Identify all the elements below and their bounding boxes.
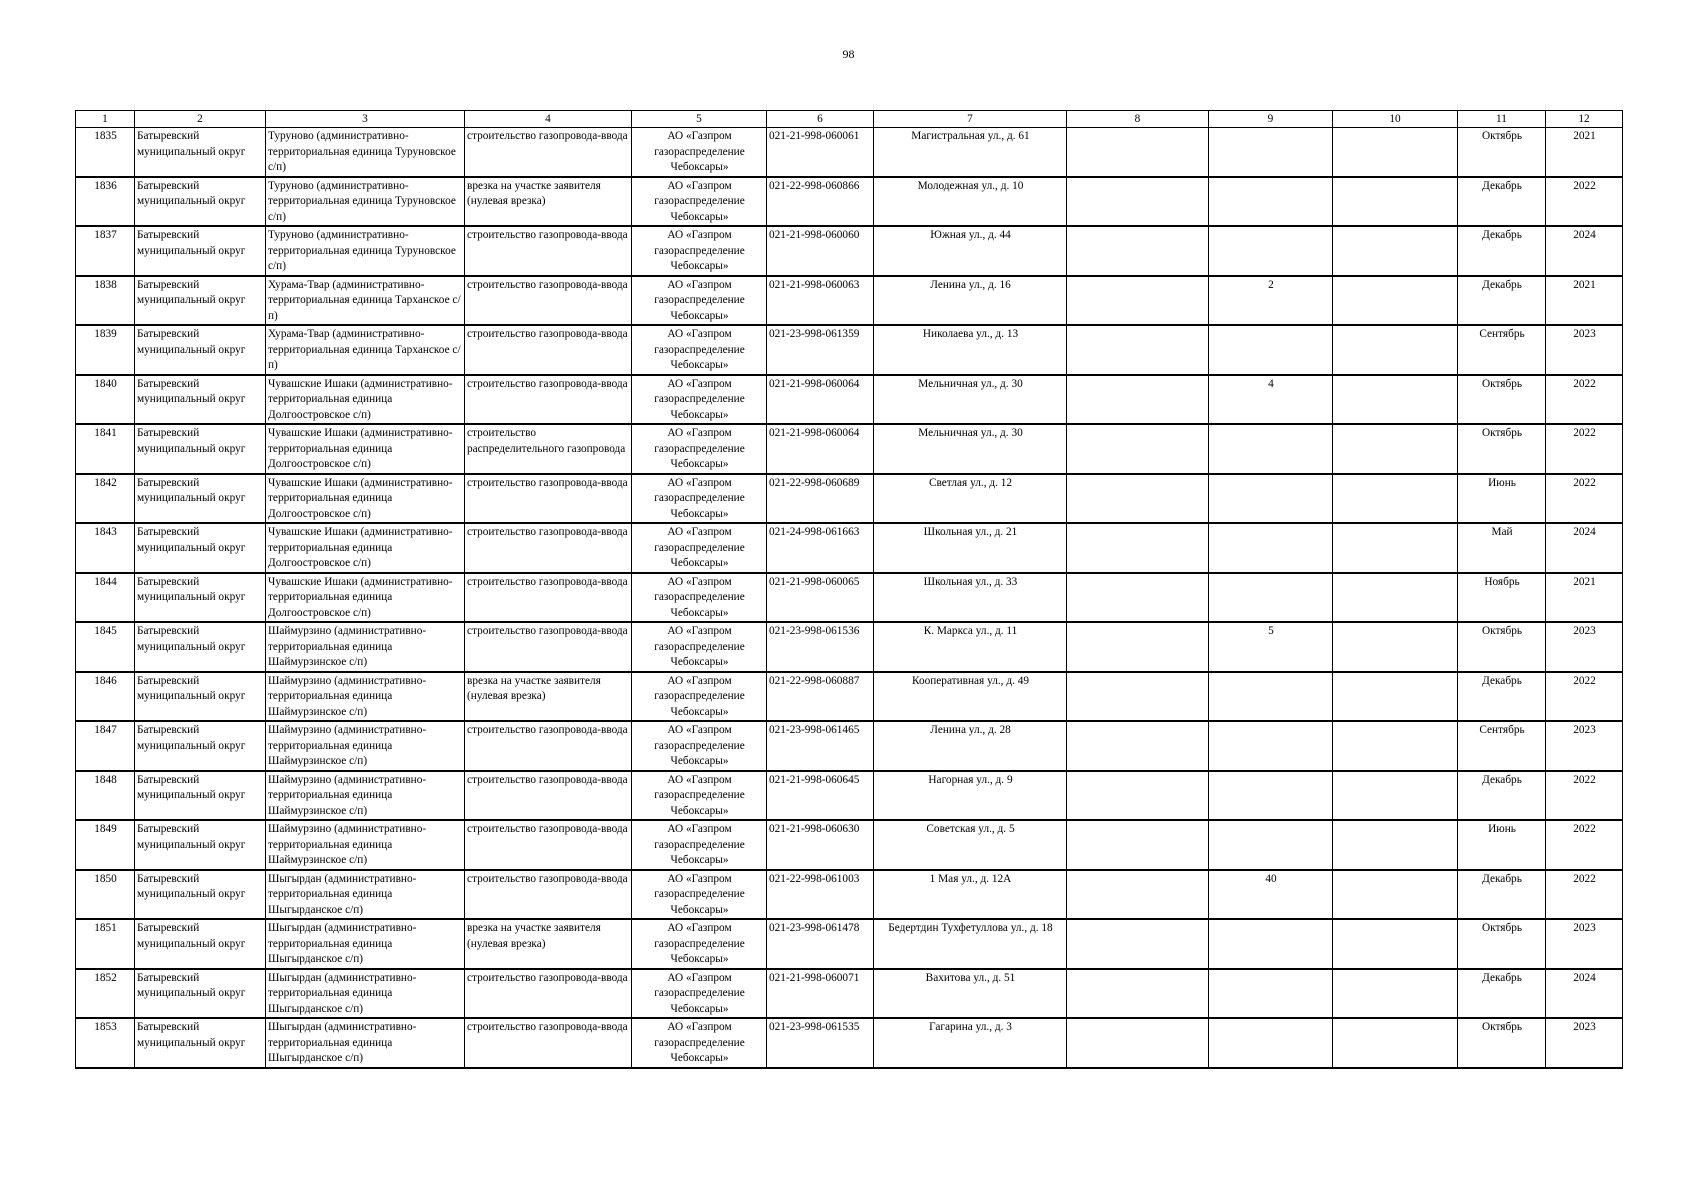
cell-request-number: 021-21-998-060645 [767, 771, 874, 821]
cell-col-10 [1333, 870, 1458, 920]
cell-col-9 [1209, 424, 1333, 474]
cell-row-number: 1847 [76, 721, 135, 771]
cell-organization: АО «Газпром газораспределение Чебоксары» [632, 969, 767, 1019]
cell-address: Молодежная ул., д. 10 [874, 177, 1067, 227]
cell-request-number: 021-21-998-060064 [767, 375, 874, 425]
cell-month: Декабрь [1458, 276, 1546, 326]
cell-row-number: 1835 [76, 128, 135, 177]
cell-settlement: Шаймурзино (административно-территориальная единица Шаймурзинское с/п) [266, 820, 465, 870]
cell-work-type: строительство газопровода-ввода [465, 226, 632, 276]
cell-row-number: 1848 [76, 771, 135, 821]
cell-settlement: Чувашские Ишаки (административно-территориальная единица Долгоостровское с/п) [266, 375, 465, 425]
cell-organization: АО «Газпром газораспределение Чебоксары» [632, 375, 767, 425]
cell-organization: АО «Газпром газораспределение Чебоксары» [632, 1018, 767, 1068]
cell-col-10 [1333, 622, 1458, 672]
cell-col-8 [1067, 820, 1209, 870]
cell-request-number: 021-23-998-061359 [767, 325, 874, 375]
cell-address: Южная ул., д. 44 [874, 226, 1067, 276]
cell-settlement: Чувашские Ишаки (административно-территориальная единица Долгоостровское с/п) [266, 424, 465, 474]
column-header-8: 8 [1067, 111, 1209, 128]
cell-col-10 [1333, 276, 1458, 326]
cell-district: Батыревский муниципальный округ [135, 573, 266, 623]
cell-organization: АО «Газпром газораспределение Чебоксары» [632, 523, 767, 573]
cell-col-10 [1333, 424, 1458, 474]
cell-col-9: 2 [1209, 276, 1333, 326]
table-header [76, 111, 1623, 128]
table-row [76, 226, 1623, 276]
cell-organization: АО «Газпром газораспределение Чебоксары» [632, 870, 767, 920]
cell-month: Декабрь [1458, 969, 1546, 1019]
header-row [76, 111, 1623, 128]
cell-col-10 [1333, 820, 1458, 870]
cell-district: Батыревский муниципальный округ [135, 128, 266, 177]
cell-district: Батыревский муниципальный округ [135, 721, 266, 771]
cell-col-9 [1209, 969, 1333, 1019]
table-body [76, 128, 1623, 1068]
cell-month: Октябрь [1458, 622, 1546, 672]
cell-month: Декабрь [1458, 870, 1546, 920]
cell-col-8 [1067, 375, 1209, 425]
cell-month: Сентябрь [1458, 721, 1546, 771]
cell-col-10 [1333, 672, 1458, 722]
cell-work-type: строительство газопровода-ввода [465, 721, 632, 771]
page-number: 98 [842, 47, 855, 61]
cell-col-9 [1209, 721, 1333, 771]
cell-year: 2024 [1546, 226, 1623, 276]
cell-row-number: 1836 [76, 177, 135, 227]
cell-col-9: 40 [1209, 870, 1333, 920]
column-header-1: 1 [76, 111, 135, 128]
cell-col-10 [1333, 474, 1458, 524]
cell-col-10 [1333, 375, 1458, 425]
cell-col-9 [1209, 771, 1333, 821]
table-row [76, 1018, 1623, 1068]
cell-organization: АО «Газпром газораспределение Чебоксары» [632, 424, 767, 474]
cell-col-9 [1209, 177, 1333, 227]
cell-organization: АО «Газпром газораспределение Чебоксары» [632, 820, 767, 870]
cell-district: Батыревский муниципальный округ [135, 1018, 266, 1068]
table-row [76, 375, 1623, 425]
cell-organization: АО «Газпром газораспределение Чебоксары» [632, 622, 767, 672]
cell-organization: АО «Газпром газораспределение Чебоксары» [632, 573, 767, 623]
cell-address: Школьная ул., д. 21 [874, 523, 1067, 573]
table-row [76, 771, 1623, 821]
cell-month: Октябрь [1458, 128, 1546, 177]
cell-year: 2022 [1546, 375, 1623, 425]
cell-col-8 [1067, 969, 1209, 1019]
cell-col-9 [1209, 226, 1333, 276]
cell-col-8 [1067, 672, 1209, 722]
cell-work-type: строительство газопровода-ввода [465, 1018, 632, 1068]
cell-month: Сентябрь [1458, 325, 1546, 375]
table-row [76, 474, 1623, 524]
table-row [76, 523, 1623, 573]
cell-district: Батыревский муниципальный округ [135, 177, 266, 227]
cell-request-number: 021-21-998-060065 [767, 573, 874, 623]
table-row [76, 721, 1623, 771]
cell-district: Батыревский муниципальный округ [135, 622, 266, 672]
cell-request-number: 021-23-998-061465 [767, 721, 874, 771]
cell-address: Кооперативная ул., д. 49 [874, 672, 1067, 722]
cell-work-type: строительство газопровода-ввода [465, 622, 632, 672]
cell-col-10 [1333, 226, 1458, 276]
cell-settlement: Хурама-Твар (административно-территориальная единица Тарханское с/п) [266, 276, 465, 326]
cell-month: Октябрь [1458, 424, 1546, 474]
cell-month: Июнь [1458, 820, 1546, 870]
column-header-5: 5 [632, 111, 767, 128]
cell-month: Декабрь [1458, 226, 1546, 276]
column-header-10: 10 [1333, 111, 1458, 128]
cell-work-type: врезка на участке заявителя (нулевая врезка) [465, 177, 632, 227]
table-row [76, 969, 1623, 1019]
cell-request-number: 021-23-998-061536 [767, 622, 874, 672]
cell-row-number: 1839 [76, 325, 135, 375]
cell-col-10 [1333, 1018, 1458, 1068]
cell-month: Декабрь [1458, 672, 1546, 722]
cell-col-10 [1333, 523, 1458, 573]
column-header-3: 3 [266, 111, 465, 128]
cell-work-type: врезка на участке заявителя (нулевая врезка) [465, 919, 632, 969]
cell-district: Батыревский муниципальный округ [135, 820, 266, 870]
cell-work-type: строительство газопровода-ввода [465, 325, 632, 375]
cell-year: 2021 [1546, 573, 1623, 623]
cell-work-type: строительство распределительного газопровода [465, 424, 632, 474]
cell-settlement: Туруново (административно-территориальная единица Туруновское с/п) [266, 128, 465, 177]
cell-organization: АО «Газпром газораспределение Чебоксары» [632, 771, 767, 821]
cell-district: Батыревский муниципальный округ [135, 870, 266, 920]
cell-col-9: 4 [1209, 375, 1333, 425]
cell-request-number: 021-21-998-060071 [767, 969, 874, 1019]
cell-work-type: строительство газопровода-ввода [465, 870, 632, 920]
cell-row-number: 1845 [76, 622, 135, 672]
cell-row-number: 1846 [76, 672, 135, 722]
table-row [76, 573, 1623, 623]
table-row [76, 128, 1623, 177]
cell-col-8 [1067, 177, 1209, 227]
cell-work-type: строительство газопровода-ввода [465, 969, 632, 1019]
cell-col-9 [1209, 919, 1333, 969]
cell-district: Батыревский муниципальный округ [135, 969, 266, 1019]
table-row [76, 276, 1623, 326]
cell-col-10 [1333, 325, 1458, 375]
cell-month: Декабрь [1458, 177, 1546, 227]
cell-month: Октябрь [1458, 919, 1546, 969]
gas-connection-register-table [75, 110, 1623, 1069]
cell-col-10 [1333, 177, 1458, 227]
column-header-2: 2 [135, 111, 266, 128]
cell-request-number: 021-23-998-061535 [767, 1018, 874, 1068]
cell-district: Батыревский муниципальный округ [135, 226, 266, 276]
cell-col-8 [1067, 523, 1209, 573]
cell-col-10 [1333, 771, 1458, 821]
cell-address: 1 Мая ул., д. 12А [874, 870, 1067, 920]
cell-year: 2023 [1546, 325, 1623, 375]
cell-col-9 [1209, 573, 1333, 623]
cell-district: Батыревский муниципальный округ [135, 919, 266, 969]
cell-address: Светлая ул., д. 12 [874, 474, 1067, 524]
cell-col-9: 5 [1209, 622, 1333, 672]
cell-year: 2024 [1546, 523, 1623, 573]
cell-address: Советская ул., д. 5 [874, 820, 1067, 870]
cell-address: Николаева ул., д. 13 [874, 325, 1067, 375]
cell-col-10 [1333, 573, 1458, 623]
cell-row-number: 1840 [76, 375, 135, 425]
cell-year: 2022 [1546, 870, 1623, 920]
cell-row-number: 1852 [76, 969, 135, 1019]
cell-settlement: Чувашские Ишаки (административно-территориальная единица Долгоостровское с/п) [266, 474, 465, 524]
cell-col-8 [1067, 721, 1209, 771]
cell-request-number: 021-22-998-060866 [767, 177, 874, 227]
cell-year: 2023 [1546, 1018, 1623, 1068]
cell-district: Батыревский муниципальный округ [135, 771, 266, 821]
cell-col-10 [1333, 969, 1458, 1019]
cell-year: 2022 [1546, 177, 1623, 227]
cell-year: 2023 [1546, 919, 1623, 969]
column-header-7: 7 [874, 111, 1067, 128]
cell-address: Магистральная ул., д. 61 [874, 128, 1067, 177]
cell-address: Ленина ул., д. 28 [874, 721, 1067, 771]
cell-settlement: Хурама-Твар (административно-территориальная единица Тарханское с/п) [266, 325, 465, 375]
cell-col-9 [1209, 820, 1333, 870]
cell-year: 2022 [1546, 771, 1623, 821]
cell-col-10 [1333, 721, 1458, 771]
cell-settlement: Туруново (административно-территориальная единица Туруновское с/п) [266, 177, 465, 227]
cell-col-8 [1067, 870, 1209, 920]
cell-month: Декабрь [1458, 771, 1546, 821]
cell-year: 2022 [1546, 474, 1623, 524]
cell-col-10 [1333, 128, 1458, 177]
cell-work-type: строительство газопровода-ввода [465, 128, 632, 177]
cell-address: Мельничная ул., д. 30 [874, 375, 1067, 425]
cell-col-9 [1209, 128, 1333, 177]
table-row [76, 919, 1623, 969]
cell-year: 2021 [1546, 128, 1623, 177]
cell-year: 2022 [1546, 820, 1623, 870]
cell-col-8 [1067, 573, 1209, 623]
column-header-11: 11 [1458, 111, 1546, 128]
cell-col-9 [1209, 523, 1333, 573]
cell-request-number: 021-21-998-060064 [767, 424, 874, 474]
cell-settlement: Туруново (административно-территориальная единица Туруновское с/п) [266, 226, 465, 276]
cell-settlement: Шыгырдан (административно-территориальная единица Шыгырданское с/п) [266, 919, 465, 969]
cell-work-type: строительство газопровода-ввода [465, 820, 632, 870]
cell-address: Вахитова ул., д. 51 [874, 969, 1067, 1019]
cell-district: Батыревский муниципальный округ [135, 276, 266, 326]
cell-address: Школьная ул., д. 33 [874, 573, 1067, 623]
cell-request-number: 021-23-998-061478 [767, 919, 874, 969]
cell-year: 2023 [1546, 721, 1623, 771]
cell-settlement: Чувашские Ишаки (административно-территориальная единица Долгоостровское с/п) [266, 523, 465, 573]
cell-col-8 [1067, 128, 1209, 177]
cell-col-8 [1067, 276, 1209, 326]
cell-year: 2022 [1546, 672, 1623, 722]
cell-settlement: Шыгырдан (административно-территориальная единица Шыгырданское с/п) [266, 1018, 465, 1068]
cell-row-number: 1849 [76, 820, 135, 870]
cell-organization: АО «Газпром газораспределение Чебоксары» [632, 177, 767, 227]
cell-settlement: Шаймурзино (административно-территориальная единица Шаймурзинское с/п) [266, 672, 465, 722]
cell-district: Батыревский муниципальный округ [135, 672, 266, 722]
cell-organization: АО «Газпром газораспределение Чебоксары» [632, 226, 767, 276]
cell-request-number: 021-22-998-061003 [767, 870, 874, 920]
cell-district: Батыревский муниципальный округ [135, 424, 266, 474]
cell-year: 2023 [1546, 622, 1623, 672]
cell-col-10 [1333, 919, 1458, 969]
cell-district: Батыревский муниципальный округ [135, 325, 266, 375]
cell-month: Октябрь [1458, 1018, 1546, 1068]
cell-district: Батыревский муниципальный округ [135, 523, 266, 573]
table-row [76, 424, 1623, 474]
cell-request-number: 021-21-998-060063 [767, 276, 874, 326]
table-row [76, 870, 1623, 920]
cell-row-number: 1842 [76, 474, 135, 524]
table-row [76, 672, 1623, 722]
cell-row-number: 1850 [76, 870, 135, 920]
cell-col-8 [1067, 1018, 1209, 1068]
cell-row-number: 1837 [76, 226, 135, 276]
cell-request-number: 021-21-998-060630 [767, 820, 874, 870]
cell-row-number: 1838 [76, 276, 135, 326]
cell-row-number: 1853 [76, 1018, 135, 1068]
cell-district: Батыревский муниципальный округ [135, 375, 266, 425]
column-header-12: 12 [1546, 111, 1623, 128]
column-header-6: 6 [767, 111, 874, 128]
cell-month: Июнь [1458, 474, 1546, 524]
cell-request-number: 021-21-998-060061 [767, 128, 874, 177]
cell-month: Октябрь [1458, 375, 1546, 425]
cell-work-type: строительство газопровода-ввода [465, 771, 632, 821]
cell-organization: АО «Газпром газораспределение Чебоксары» [632, 474, 767, 524]
cell-settlement: Шаймурзино (административно-территориальная единица Шаймурзинское с/п) [266, 771, 465, 821]
cell-col-8 [1067, 474, 1209, 524]
cell-organization: АО «Газпром газораспределение Чебоксары» [632, 128, 767, 177]
cell-month: Ноябрь [1458, 573, 1546, 623]
cell-col-8 [1067, 771, 1209, 821]
cell-organization: АО «Газпром газораспределение Чебоксары» [632, 325, 767, 375]
table-row [76, 622, 1623, 672]
cell-col-9 [1209, 325, 1333, 375]
cell-work-type: строительство газопровода-ввода [465, 474, 632, 524]
cell-month: Май [1458, 523, 1546, 573]
cell-address: К. Маркса ул., д. 11 [874, 622, 1067, 672]
cell-row-number: 1844 [76, 573, 135, 623]
cell-address: Нагорная ул., д. 9 [874, 771, 1067, 821]
cell-work-type: врезка на участке заявителя (нулевая врезка) [465, 672, 632, 722]
cell-address: Ленина ул., д. 16 [874, 276, 1067, 326]
cell-settlement: Шаймурзино (административно-территориальная единица Шаймурзинское с/п) [266, 721, 465, 771]
cell-year: 2024 [1546, 969, 1623, 1019]
cell-address: Гагарина ул., д. 3 [874, 1018, 1067, 1068]
cell-organization: АО «Газпром газораспределение Чебоксары» [632, 721, 767, 771]
cell-request-number: 021-21-998-060060 [767, 226, 874, 276]
cell-district: Батыревский муниципальный округ [135, 474, 266, 524]
table-row [76, 177, 1623, 227]
cell-organization: АО «Газпром газораспределение Чебоксары» [632, 919, 767, 969]
cell-year: 2021 [1546, 276, 1623, 326]
table-row [76, 820, 1623, 870]
cell-work-type: строительство газопровода-ввода [465, 523, 632, 573]
cell-settlement: Шыгырдан (административно-территориальная единица Шыгырданское с/п) [266, 870, 465, 920]
cell-col-8 [1067, 919, 1209, 969]
cell-organization: АО «Газпром газораспределение Чебоксары» [632, 672, 767, 722]
cell-col-8 [1067, 424, 1209, 474]
column-header-4: 4 [465, 111, 632, 128]
cell-year: 2022 [1546, 424, 1623, 474]
cell-col-9 [1209, 1018, 1333, 1068]
cell-request-number: 021-24-998-061663 [767, 523, 874, 573]
cell-work-type: строительство газопровода-ввода [465, 276, 632, 326]
cell-col-9 [1209, 474, 1333, 524]
cell-row-number: 1843 [76, 523, 135, 573]
cell-col-8 [1067, 622, 1209, 672]
cell-col-9 [1209, 672, 1333, 722]
cell-request-number: 021-22-998-060689 [767, 474, 874, 524]
cell-work-type: строительство газопровода-ввода [465, 375, 632, 425]
cell-row-number: 1841 [76, 424, 135, 474]
cell-settlement: Чувашские Ишаки (административно-территориальная единица Долгоостровское с/п) [266, 573, 465, 623]
table-row [76, 325, 1623, 375]
cell-settlement: Шаймурзино (административно-территориальная единица Шаймурзинское с/п) [266, 622, 465, 672]
cell-organization: АО «Газпром газораспределение Чебоксары» [632, 276, 767, 326]
cell-address: Мельничная ул., д. 30 [874, 424, 1067, 474]
cell-settlement: Шыгырдан (административно-территориальная единица Шыгырданское с/п) [266, 969, 465, 1019]
column-header-9: 9 [1209, 111, 1333, 128]
cell-col-8 [1067, 226, 1209, 276]
cell-request-number: 021-22-998-060887 [767, 672, 874, 722]
cell-col-8 [1067, 325, 1209, 375]
cell-row-number: 1851 [76, 919, 135, 969]
cell-work-type: строительство газопровода-ввода [465, 573, 632, 623]
cell-address: Бедертдин Тухфетуллова ул., д. 18 [874, 919, 1067, 969]
